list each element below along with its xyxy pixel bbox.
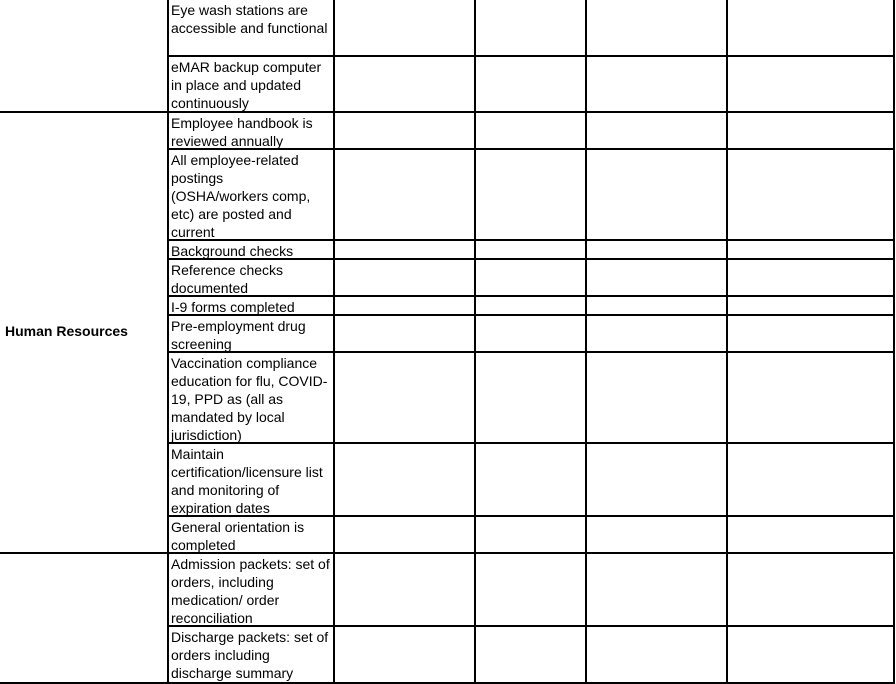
response-cell[interactable] [335, 260, 474, 295]
response-cell[interactable] [476, 554, 585, 625]
checklist-item: Vaccination compliance education for flu, COVID- 19, PPD as (all as mandated by local jurisdiction) [171, 355, 328, 443]
response-cell[interactable] [476, 57, 585, 111]
response-cell[interactable] [728, 444, 893, 515]
checklist-item: Background checks [171, 243, 294, 259]
response-cell[interactable] [587, 57, 726, 111]
response-cell[interactable] [476, 316, 585, 351]
response-cell[interactable] [335, 316, 474, 351]
response-cell[interactable] [728, 297, 893, 314]
response-cell[interactable] [587, 627, 726, 682]
response-cell[interactable] [728, 113, 893, 148]
checklist-item: I-9 forms completed [171, 299, 295, 315]
response-cell[interactable] [728, 57, 893, 111]
checklist-item: Maintain certification/licensure list and monitoring of expiration dates [171, 446, 323, 516]
response-cell[interactable] [476, 113, 585, 148]
response-cell[interactable] [587, 260, 726, 295]
response-cell[interactable] [335, 517, 474, 552]
response-cell[interactable] [476, 517, 585, 552]
response-cell[interactable] [728, 260, 893, 295]
response-cell[interactable] [335, 353, 474, 442]
response-cell[interactable] [335, 150, 474, 239]
checklist-item: Discharge packets: set of orders including discharge summary [171, 629, 329, 681]
response-cell[interactable] [335, 297, 474, 314]
response-cell[interactable] [587, 353, 726, 442]
response-cell[interactable] [476, 353, 585, 442]
response-cell[interactable] [476, 444, 585, 515]
response-cell[interactable] [587, 113, 726, 148]
response-cell[interactable] [476, 297, 585, 314]
response-cell[interactable] [587, 297, 726, 314]
response-cell[interactable] [587, 517, 726, 552]
response-cell[interactable] [335, 57, 474, 111]
section-label: Human Resources [5, 322, 128, 339]
checklist-item: Reference checks documented [171, 262, 284, 296]
checklist-item: Admission packets: set of orders, including medication/ order reconciliation [171, 556, 330, 626]
response-cell[interactable] [587, 554, 726, 625]
response-cell[interactable] [728, 554, 893, 625]
response-cell[interactable] [728, 150, 893, 239]
response-cell[interactable] [728, 0, 893, 55]
response-cell[interactable] [728, 517, 893, 552]
response-cell[interactable] [587, 444, 726, 515]
column-border [893, 0, 895, 684]
response-cell[interactable] [728, 627, 893, 682]
checklist-item: All employee-related postings (OSHA/workers comp, etc) are posted and current [171, 152, 311, 240]
checklist-item: Employee handbook is reviewed annually [171, 115, 313, 149]
response-cell[interactable] [728, 353, 893, 442]
response-cell[interactable] [335, 627, 474, 682]
response-cell[interactable] [335, 241, 474, 258]
response-cell[interactable] [476, 627, 585, 682]
response-cell[interactable] [335, 113, 474, 148]
response-cell[interactable] [587, 316, 726, 351]
checklist-item: Eye wash stations are accessible and functional [171, 2, 328, 36]
response-cell[interactable] [335, 444, 474, 515]
response-cell[interactable] [587, 150, 726, 239]
response-cell[interactable] [728, 316, 893, 351]
column-border [167, 0, 169, 684]
response-cell[interactable] [335, 0, 474, 55]
checklist-item: Pre-employment drug screening [171, 318, 306, 352]
response-cell[interactable] [587, 0, 726, 55]
response-cell[interactable] [476, 0, 585, 55]
response-cell[interactable] [335, 554, 474, 625]
response-cell[interactable] [476, 241, 585, 258]
response-cell[interactable] [476, 260, 585, 295]
checklist-item: General orientation is completed [171, 519, 305, 553]
response-cell[interactable] [587, 241, 726, 258]
checklist-item: eMAR backup computer in place and updated continuously [171, 59, 322, 111]
response-cell[interactable] [728, 241, 893, 258]
response-cell[interactable] [476, 150, 585, 239]
